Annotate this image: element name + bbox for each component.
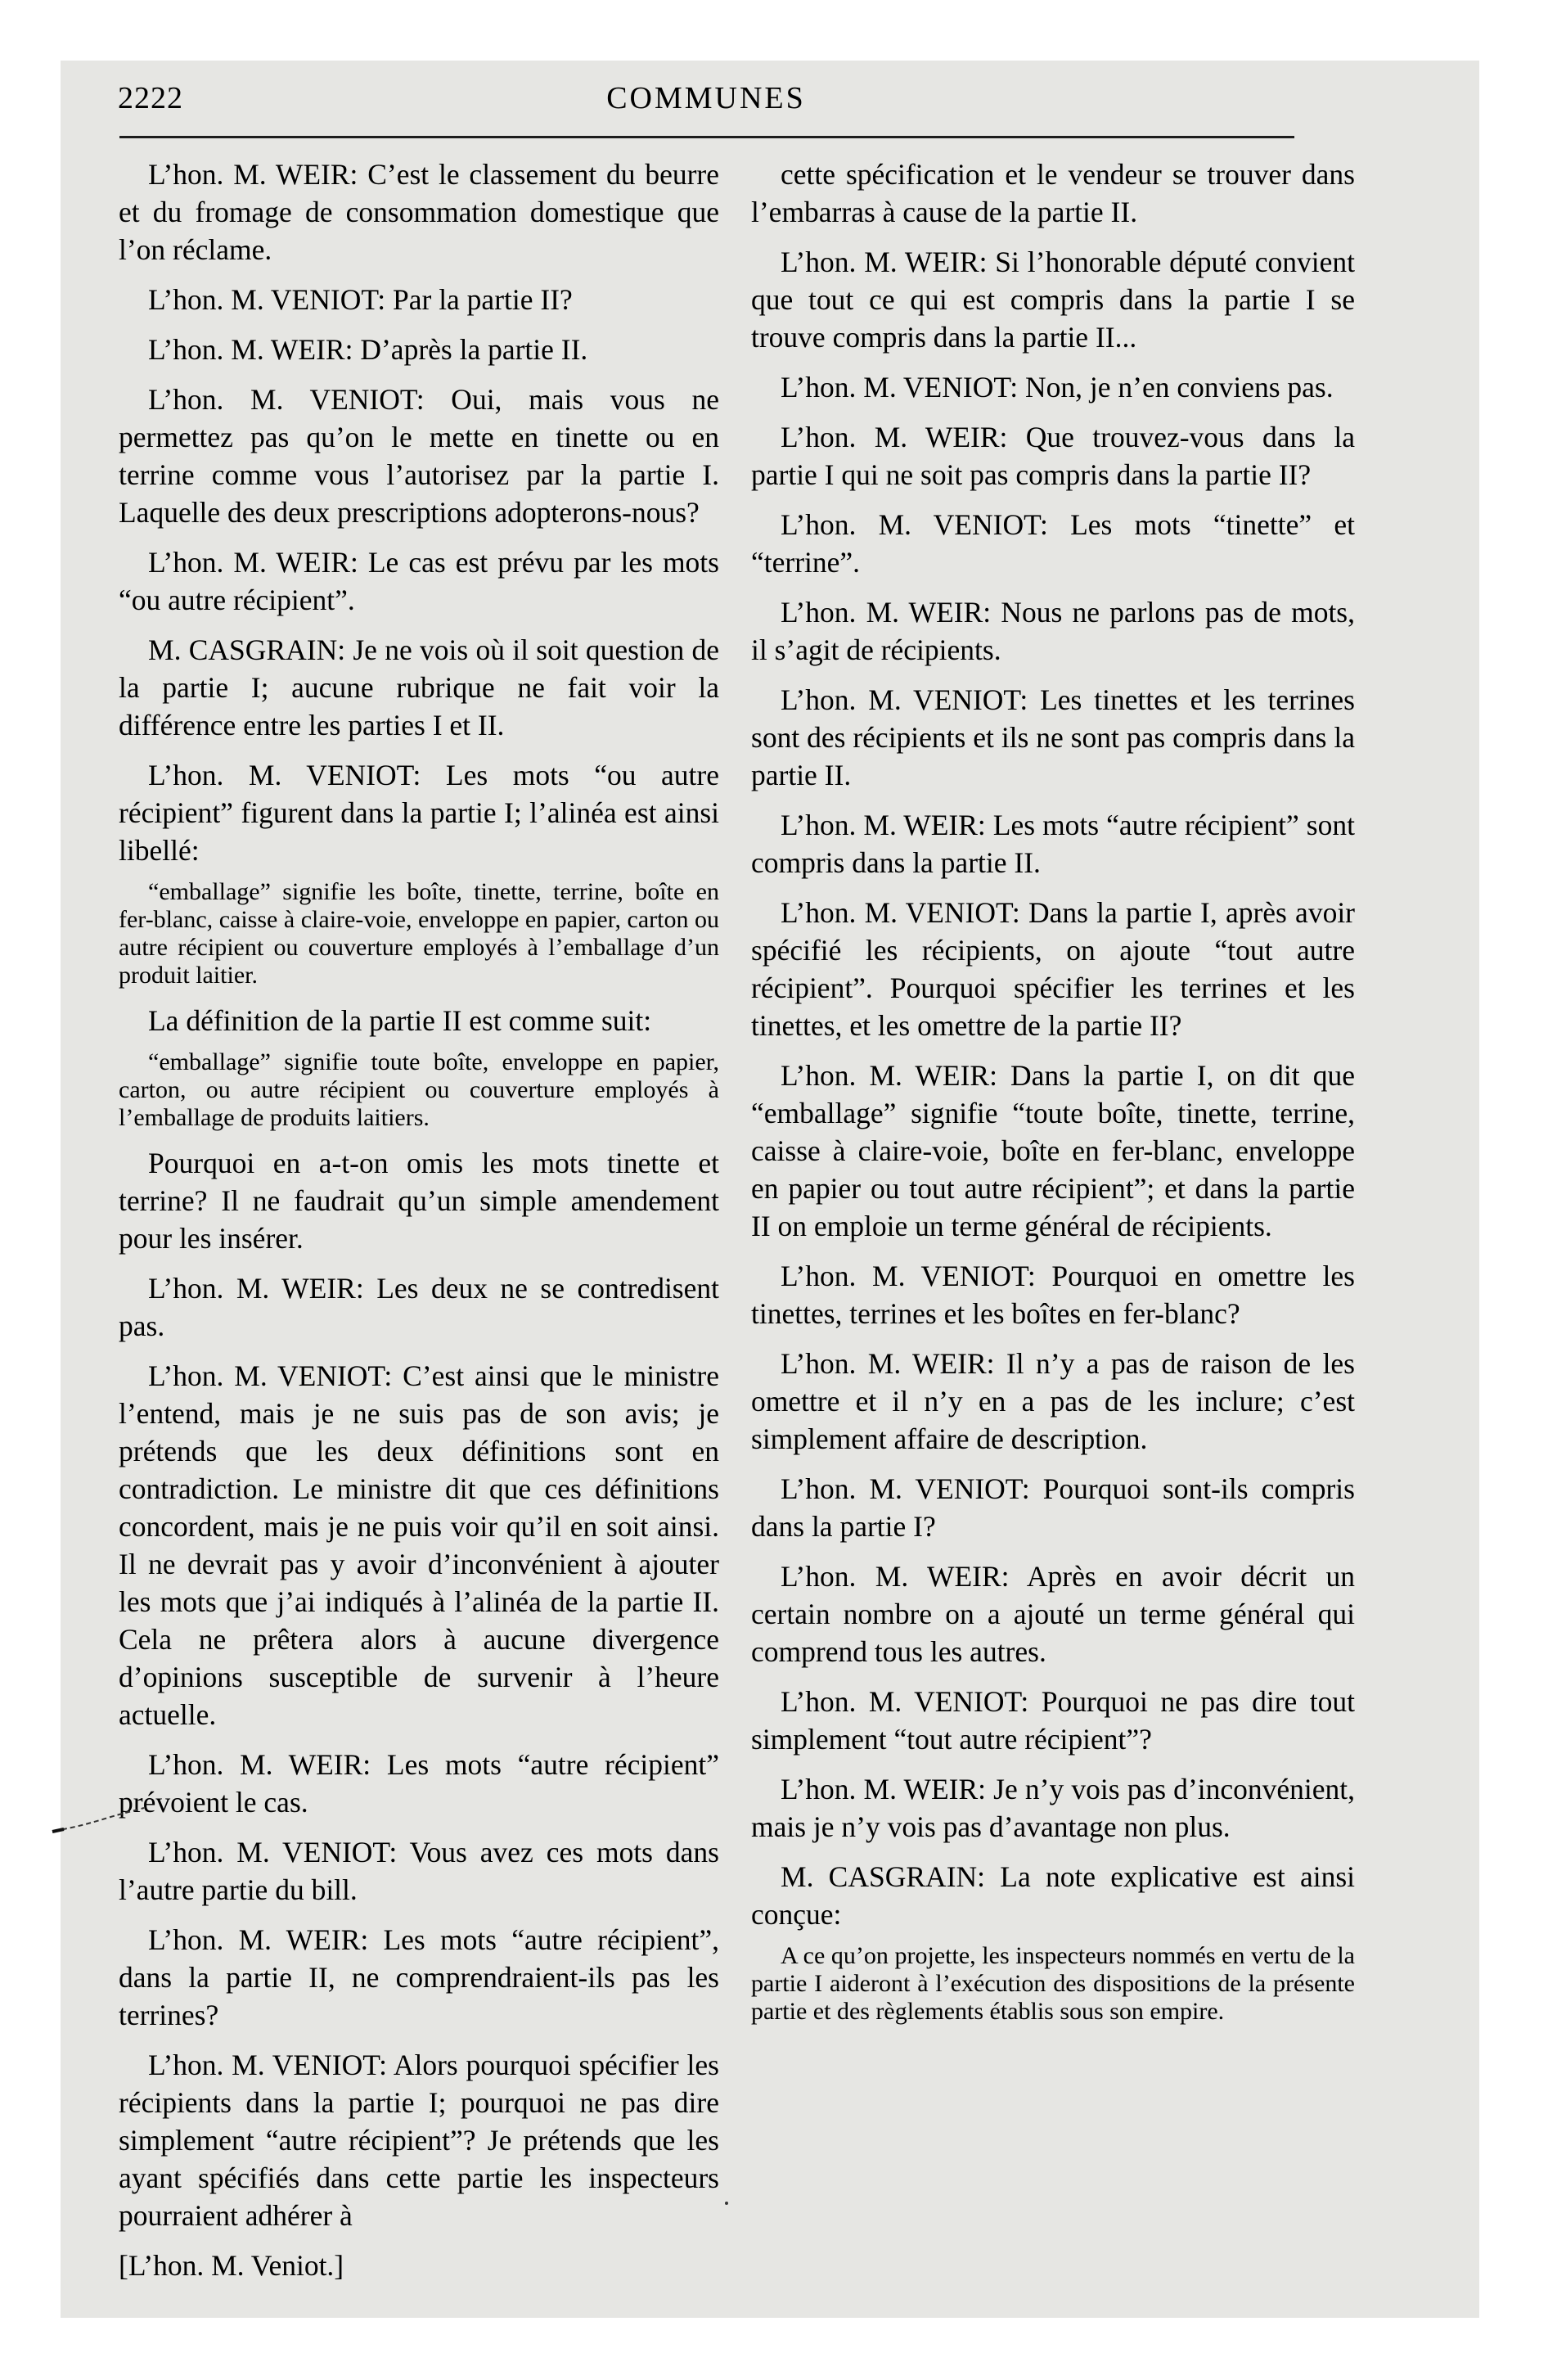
paragraph: L’hon. M. VENIOT: Les mots “tinette” et “terrine”. [751,508,1355,579]
page-number: 2222 [118,81,183,115]
right-column [751,156,1355,2038]
paragraph: L’hon. M. VENIOT: Oui, mais vous ne permettez pas qu’on le mette en tinette ou en terrine comme vous l’autorisez par la partie I. Laquelle des deux prescriptions adopterons-nous? [119,383,719,529]
speaker-footer: [L’hon. M. Veniot.] [119,2249,344,2282]
paragraph: L’hon. M. WEIR: D’après la partie II. [148,333,588,366]
paragraph: M. CASGRAIN: La note explicative est ainsi conçue: [751,1860,1355,1931]
paragraph: L’hon. M. WEIR: Les mots “autre récipient” prévoient le cas. [119,1748,719,1819]
ink-dot [725,2202,728,2205]
paragraph: L’hon. M. WEIR: Les mots “autre récipient”, dans la partie II, ne comprendraient-ils pas les terrines? [119,1923,719,2031]
paragraph: L’hon. M. VENIOT: Alors pourquoi spécifier les récipients dans la partie I; pourquoi ne pas dire simplement “autre récipient”? Je prétends que les ayant spécifiés dans cette partie les inspecteurs pourraient adhérer à [119,2049,719,2232]
paragraph: L’hon. M. VENIOT: C’est ainsi que le ministre l’entend, mais je ne suis pas de son avis; je prétends que les deux définitions sont en contradiction. Le ministre dit que ces définitions concordent, mais je ne puis voir qu’il en soit ainsi. Il ne devrait pas y avoir d’inconvénient à ajouter les mots que j’ai indiqués à l’alinéa de la partie II. Cela ne prêtera alors à aucune divergence d’opinions susceptible de survenir à l’heure actuelle. [119,1359,719,1731]
paragraph: L’hon. M. WEIR: C’est le classement du beurre et du fromage de consommation domestique que l’on réclame. [119,158,719,266]
paragraph: L’hon. M. VENIOT: Pourquoi sont-ils compris dans la partie I? [751,1472,1355,1543]
paragraph: L’hon. M. WEIR: Si l’honorable député convient que tout ce qui est compris dans la partie I se trouve compris dans la partie II... [751,246,1355,354]
quoted-definition: “emballage” signifie les boîte, tinette, terrine, boîte en fer-blanc, caisse à claire-voie, enveloppe en papier, carton ou autre récipient ou couverture employés à l’emballage d’un produit laitier. [119,878,719,989]
paragraph: L’hon. M. VENIOT: Pourquoi ne pas dire tout simplement “tout autre récipient”? [751,1685,1355,1756]
paragraph: L’hon. M. VENIOT: Dans la partie I, après avoir spécifié les récipients, on ajoute “tout autre récipient”. Pourquoi spécifier les terrines et les tinettes, et les omettre de la partie II? [751,896,1355,1042]
paragraph: L’hon. M. WEIR: Nous ne parlons pas de mots, il s’agit de récipients. [751,596,1355,666]
paragraph: cette spécification et le vendeur se trouver dans l’embarras à cause de la partie II. [751,158,1355,228]
paragraph: L’hon. M. WEIR: Dans la partie I, on dit que “emballage” signifie “toute boîte, tinette, terrine, caisse à claire-voie, boîte en fer-blanc, enveloppe en papier ou tout autre récipient”; et dans la partie II on emploie un terme général de récipients. [751,1059,1355,1242]
paragraph: L’hon. M. VENIOT: Les tinettes et les terrines sont des récipients et ils ne sont pas compris dans la partie II. [751,683,1355,791]
paragraph: L’hon. M. VENIOT: Par la partie II? [148,283,573,316]
running-title: COMMUNES [606,81,806,115]
paragraph: L’hon. M. WEIR: Je n’y vois pas d’inconvénient, mais je n’y vois pas d’avantage non plus. [751,1773,1355,1843]
paragraph: La définition de la partie II est comme suit: [148,1004,652,1037]
margin-mark [51,1805,147,1837]
quoted-definition: “emballage” signifie toute boîte, enveloppe en papier, carton, ou autre récipient ou couverture employés à l’emballage de produits laitiers. [119,1048,719,1131]
paragraph: L’hon. M. VENIOT: Pourquoi en omettre les tinettes, terrines et les boîtes en fer-blanc? [751,1260,1355,1330]
paragraph: L’hon. M. WEIR: Après en avoir décrit un certain nombre on a ajouté un terme général qui comprend tous les autres. [751,1560,1355,1668]
left-column [119,156,719,2284]
paragraph: Pourquoi en a-t-on omis les mots tinette et terrine? Il ne faudrait qu’un simple amendement pour les insérer. [119,1147,719,1255]
page-header [118,80,1294,129]
paragraph: L’hon. M. VENIOT: Non, je n’en conviens pas. [781,371,1334,403]
paragraph: L’hon. M. WEIR: Il n’y a pas de raison de les omettre et il n’y en a pas de les inclure; c’est simplement affaire de description. [751,1347,1355,1455]
paragraph: L’hon. M. VENIOT: Vous avez ces mots dans l’autre partie du bill. [119,1836,719,1906]
header-rule [119,136,1294,138]
paragraph: L’hon. M. WEIR: Le cas est prévu par les mots “ou autre récipient”. [119,546,719,616]
paragraph: L’hon. M. WEIR: Que trouvez-vous dans la partie I qui ne soit pas compris dans la partie II? [751,421,1355,491]
paragraph: L’hon. M. WEIR: Les mots “autre récipient” sont compris dans la partie II. [751,809,1355,879]
paragraph: L’hon. M. VENIOT: Les mots “ou autre récipient” figurent dans la partie I; l’alinéa est ainsi libellé: [119,759,719,867]
quoted-definition: A ce qu’on projette, les inspecteurs nommés en vertu de la partie I aideront à l’exécution des dispositions de la présente partie et des règlements établis sous son empire. [751,1942,1355,2025]
paragraph: L’hon. M. WEIR: Les deux ne se contredisent pas. [119,1272,719,1342]
paragraph: M. CASGRAIN: Je ne vois où il soit question de la partie I; aucune rubrique ne fait voir la différence entre les parties I et II. [119,633,719,741]
